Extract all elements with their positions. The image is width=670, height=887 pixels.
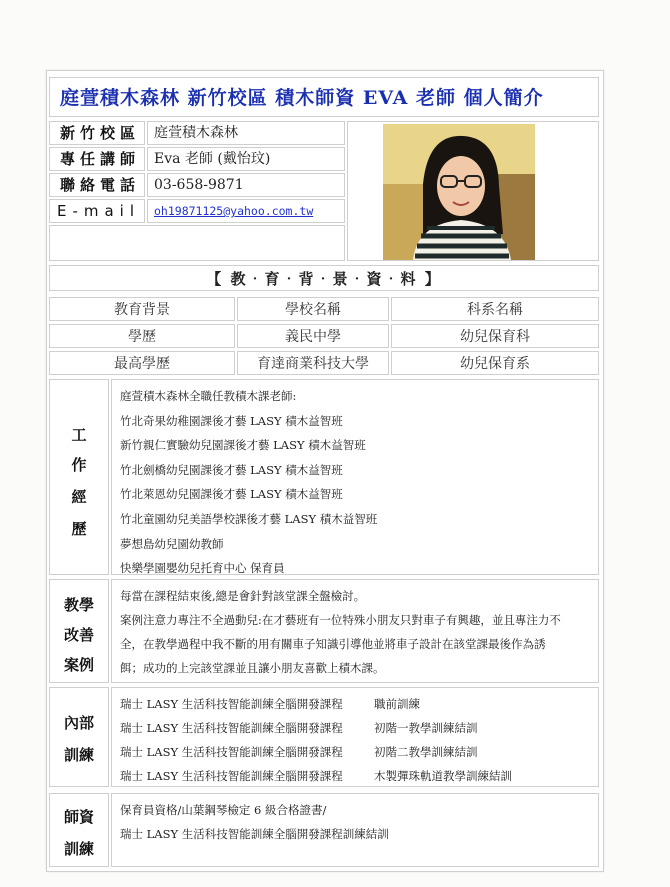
teaching-content [111, 579, 599, 683]
work-line: 新竹親仁實驗幼兒園課後才藝 LASY 積木益智班 [120, 438, 366, 452]
training-content [111, 687, 599, 787]
qualification-label-1: 師資 [63, 808, 94, 826]
edu-row2-level: 最高學歷 [49, 351, 235, 375]
work-label-1: 工 [71, 426, 87, 444]
training-label-1: 內部 [63, 714, 94, 732]
teaching-label-2: 改善 [63, 626, 94, 644]
teaching-line: 全，在教學過程中我不斷的用有關車子知識引導他並將車子設計在該堂課最後作為誘 [120, 637, 546, 651]
edu-row1-department: 幼兒保育科 [391, 324, 599, 348]
label-phone: 聯絡電話 [49, 173, 145, 197]
qualification-line: 保育員資格/山葉鋼琴檢定 6 級合格證書/ [120, 803, 327, 817]
training-level: 木製彈珠軌道教學訓練結訓 [374, 769, 512, 783]
edu-row2-school: 育達商業科技大學 [237, 351, 389, 375]
value-email-cell [147, 199, 345, 223]
teaching-line: 每當在課程結束後,總是會針對該堂課全盤檢討。 [120, 589, 366, 603]
label-teacher: 專任講師 [49, 147, 145, 171]
qualification-label-2: 訓練 [63, 840, 94, 858]
edu-header-school: 學校名稱 [237, 297, 389, 321]
work-label-3: 經 [71, 488, 87, 506]
training-course: 瑞士 LASY 生活科技智能訓練全腦開發課程 [120, 721, 343, 735]
label-email: E-mail [49, 199, 145, 223]
qualification-line: 瑞士 LASY 生活科技智能訓練全腦開發課程訓練結訓 [120, 827, 389, 841]
qualification-content [111, 793, 599, 867]
teaching-line: 餌；成功的上完該堂課並且讓小朋友喜歡上積木課。 [120, 661, 385, 675]
training-label-2: 訓練 [63, 746, 94, 764]
work-label-2: 作 [71, 456, 87, 474]
edu-row1-level: 學歷 [49, 324, 235, 348]
page-title: 庭萱積木森林 新竹校區 積木師資 EVA 老師 個人簡介 [49, 77, 599, 117]
teaching-line: 案例注意力專注不全過動兒:在才藝班有一位特殊小朋友只對車子有興趣，並且專注力不 [120, 613, 561, 627]
training-course: 瑞士 LASY 生活科技智能訓練全腦開發課程 [120, 745, 343, 759]
work-label-cell [49, 379, 109, 575]
training-label-cell [49, 687, 109, 787]
value-teacher: Eva 老師 (戴怡玟) [147, 147, 345, 171]
training-level: 初階二教學訓練結訓 [374, 745, 478, 759]
training-course: 瑞士 LASY 生活科技智能訓練全腦開發課程 [120, 769, 343, 783]
work-line: 夢想島幼兒園幼教師 [120, 537, 224, 551]
work-line: 竹北劍橋幼兒園課後才藝 LASY 積木益智班 [120, 463, 343, 477]
work-line: 竹北奇果幼稚園課後才藝 LASY 積木益智班 [120, 414, 343, 428]
info-blank [49, 225, 345, 261]
teaching-label-cell [49, 579, 109, 683]
teaching-label-3: 案例 [63, 656, 94, 674]
work-line: 快樂學園嬰幼兒托育中心 保育員 [120, 561, 285, 575]
edu-row1-school: 義民中學 [237, 324, 389, 348]
value-phone: 03-658-9871 [147, 173, 345, 197]
teacher-photo [383, 124, 535, 260]
email-link[interactable]: oh19871125@yahoo.com.tw [154, 204, 314, 218]
work-line: 竹北童園幼兒美語學校課後才藝 LASY 積木益智班 [120, 512, 378, 526]
value-campus: 庭萱積木森林 [147, 121, 345, 145]
work-label-4: 歷 [71, 520, 87, 538]
work-line: 庭萱積木森林全職任教積木課老師: [120, 389, 297, 403]
work-content [111, 379, 599, 575]
teaching-label-1: 教學 [63, 596, 94, 614]
training-course: 瑞士 LASY 生活科技智能訓練全腦開發課程 [120, 697, 343, 711]
label-campus: 新竹校區 [49, 121, 145, 145]
work-line: 竹北萊恩幼兒園課後才藝 LASY 積木益智班 [120, 487, 343, 501]
training-level: 初階一教學訓練結訓 [374, 721, 478, 735]
edu-row2-department: 幼兒保育系 [391, 351, 599, 375]
qualification-label-cell [49, 793, 109, 867]
education-section-header: 【 教‧育‧背‧景‧資‧料 】 [49, 265, 599, 291]
edu-header-department: 科系名稱 [391, 297, 599, 321]
training-level: 職前訓練 [374, 697, 420, 711]
edu-header-background: 教育背景 [49, 297, 235, 321]
resume-sheet [46, 70, 604, 872]
